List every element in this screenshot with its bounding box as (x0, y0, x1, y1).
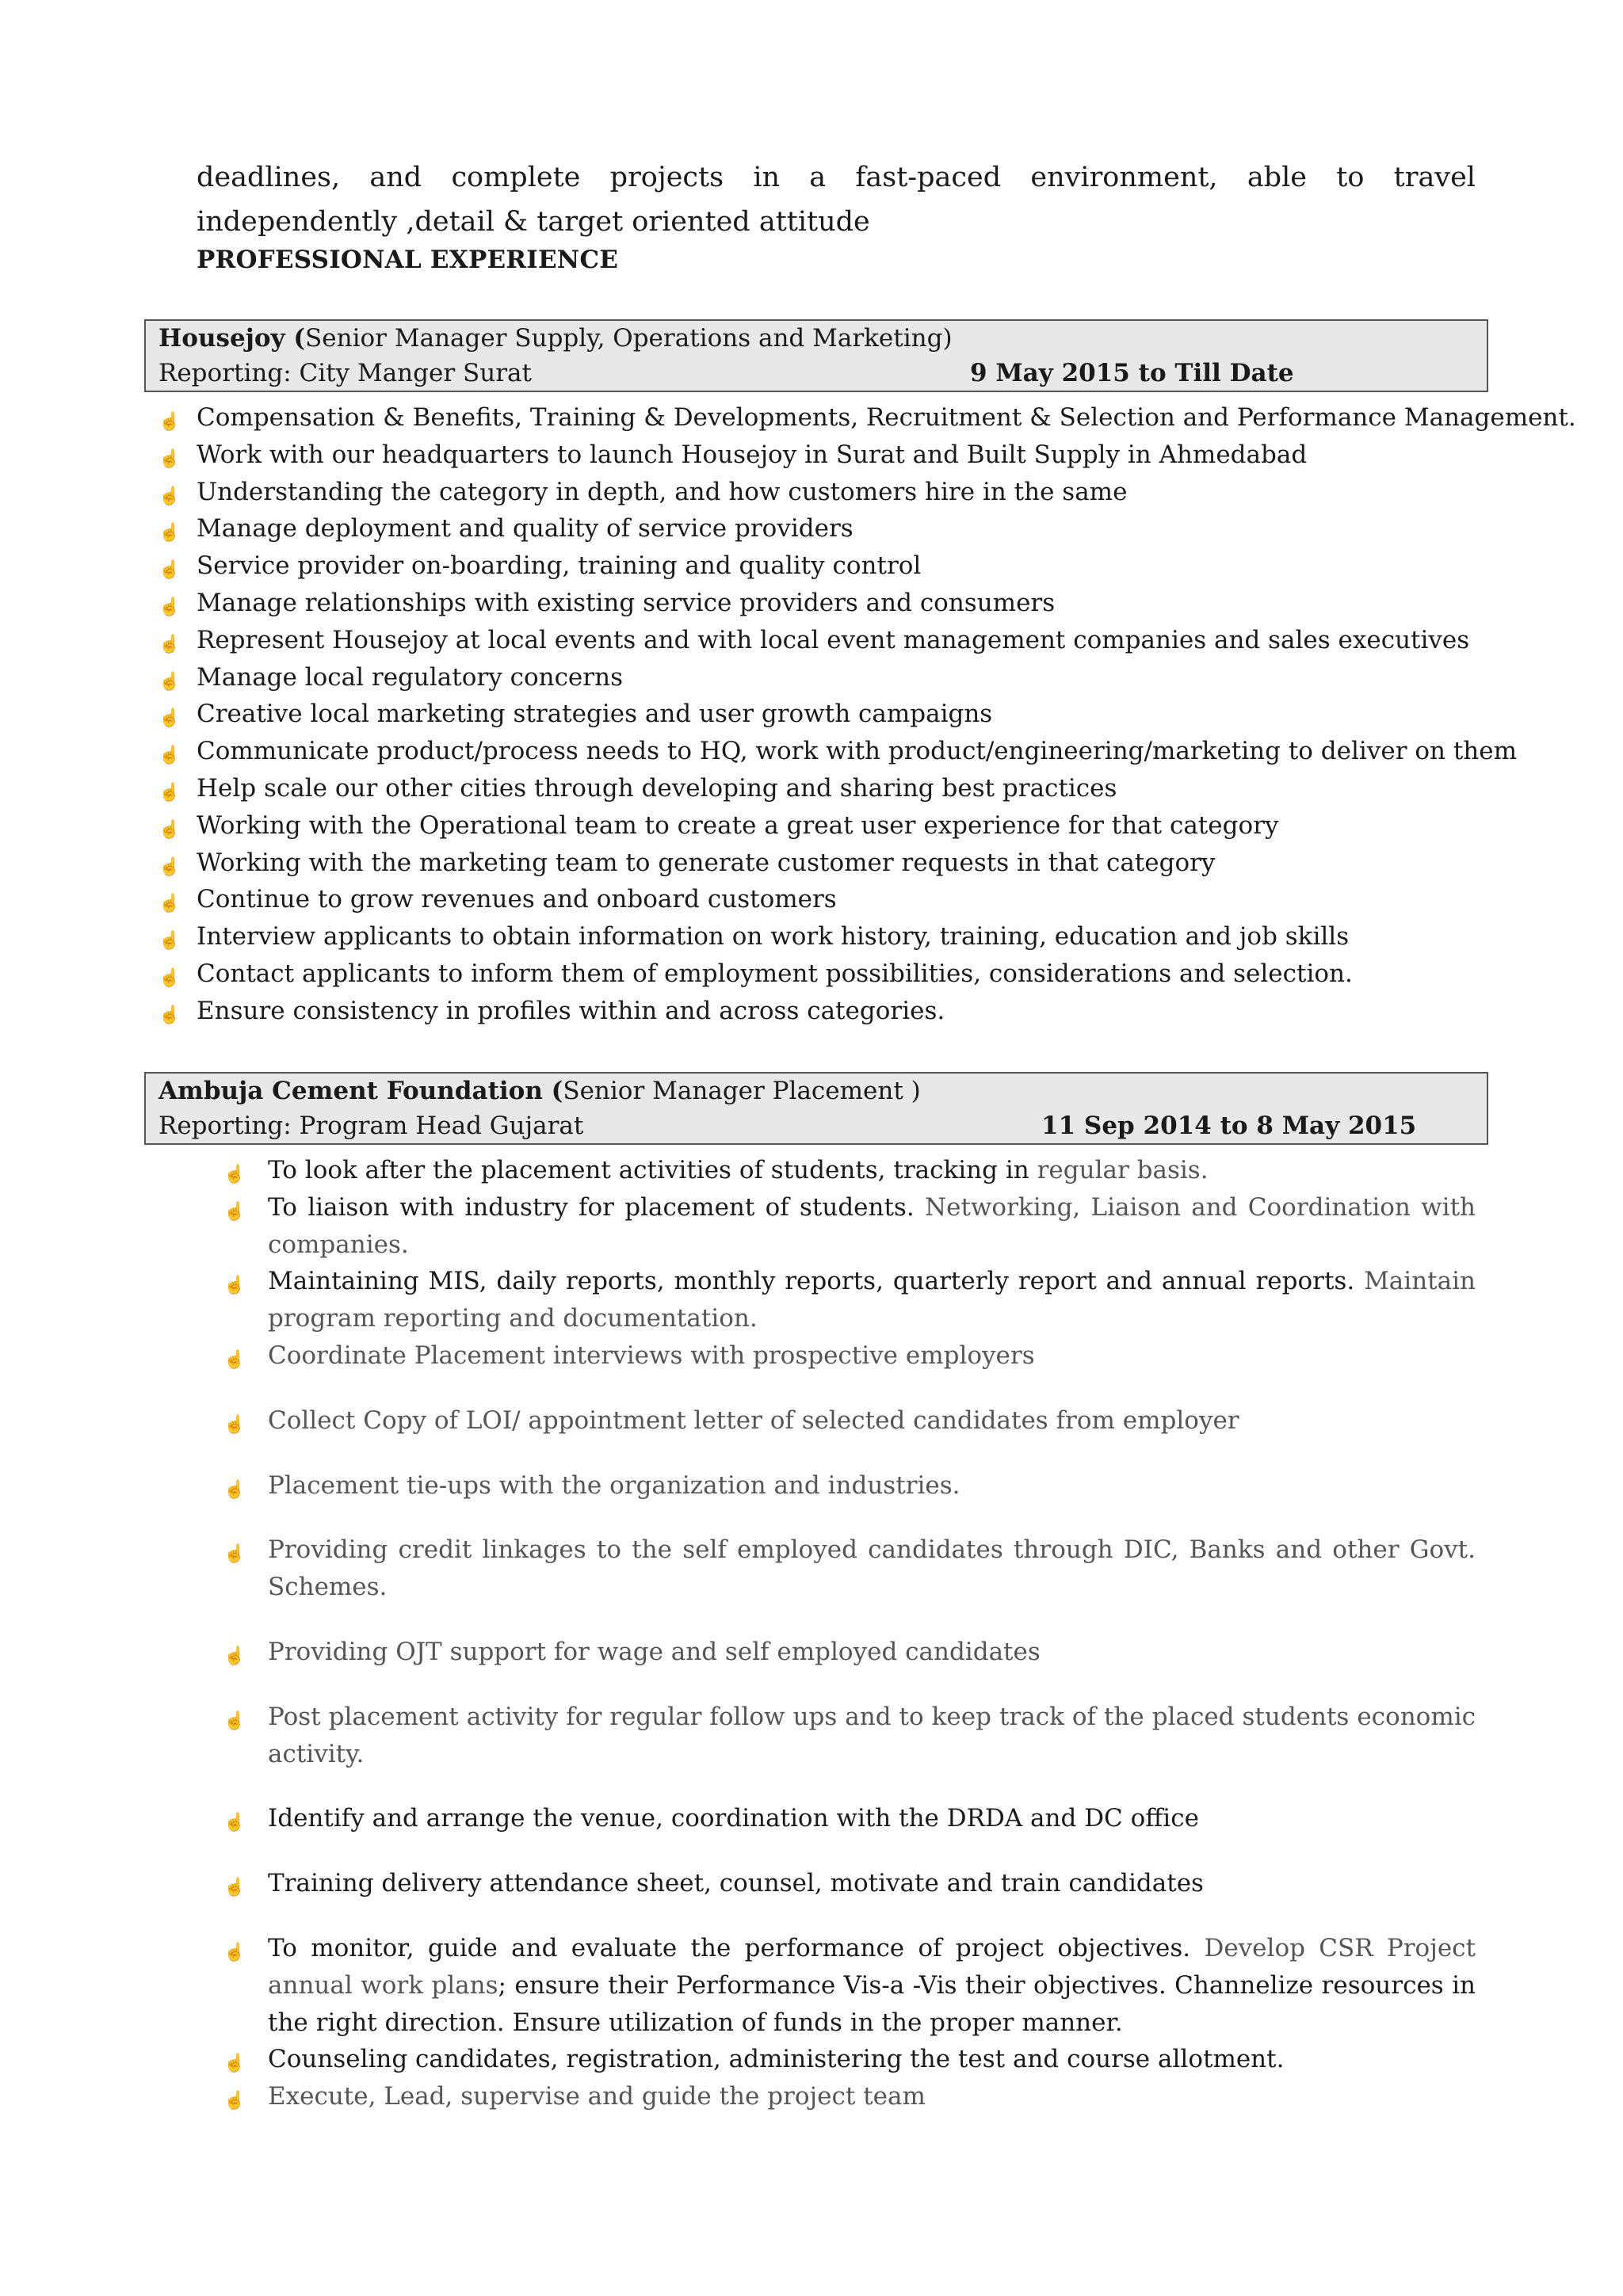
hand-pointer-icon: ☝ (223, 1479, 246, 1500)
list-item (158, 881, 1488, 918)
list-item (158, 807, 1488, 845)
hand-pointer-icon: ☝ (223, 1276, 246, 1296)
job-header-housejoy (144, 319, 1488, 392)
list-item-text: Identify and arrange the venue, coordination with the DRDA and DC office (268, 1804, 1199, 1833)
job-header-ambuja (144, 1072, 1488, 1145)
hand-pointer-icon: ☝ (158, 671, 181, 692)
list-item-text: Continue to grow revenues and onboard customers (197, 885, 837, 914)
hand-pointer-icon: ☝ (223, 1711, 246, 1731)
list-item-text: Communicate product/process needs to HQ, work with product/engineering/marketing to deliver on them (197, 737, 1518, 766)
list-item-text-muted: Providing credit linkages to the self employed candidates through DIC, Banks and other Govt. Schemes. (268, 1535, 1476, 1602)
list-item-text-muted: regular basis. (1037, 1156, 1209, 1184)
list-item-text: To look after the placement activities of students, tracking in (268, 1156, 1037, 1184)
list-item (223, 1337, 1476, 1375)
list-item (223, 1531, 1476, 1606)
list-item (223, 2041, 1476, 2078)
list-item (158, 955, 1488, 993)
job-title-row (158, 1077, 921, 1105)
list-item-text: Training delivery attendance sheet, counsel, motivate and train candidates (268, 1869, 1204, 1898)
list-item-text: Represent Housejoy at local events and with local event management companies and sales executives (197, 625, 1470, 654)
job-responsibilities-housejoy (158, 399, 1576, 1030)
hand-pointer-icon: ☝ (158, 412, 181, 432)
list-item-text-muted: Maintain program reporting and documentation. (268, 1267, 1476, 1333)
job-role: Senior Manager Placement ) (563, 1077, 921, 1105)
hand-pointer-icon: ☝ (158, 523, 181, 543)
list-item-text: Counseling candidates, registration, administering the test and course allotment. (268, 2045, 1285, 2074)
hand-pointer-icon: ☝ (158, 856, 181, 877)
hand-pointer-icon: ☝ (223, 1414, 246, 1435)
list-item (223, 1189, 1476, 1264)
hand-pointer-icon: ☝ (223, 2054, 246, 2074)
job-title-row (158, 324, 953, 353)
hand-pointer-icon: ☝ (158, 931, 181, 952)
hand-pointer-icon: ☝ (158, 634, 181, 654)
list-item-text: ; ensure their Performance Vis-a -Vis their objectives. Channelize resources in the right direction. Ensure utilization of funds in the proper manner. (268, 1970, 1476, 2037)
hand-pointer-icon: ☝ (158, 782, 181, 803)
list-item (158, 918, 1488, 955)
list-item-text: Ensure consistency in profiles within and across categories. (197, 996, 945, 1025)
hand-pointer-icon: ☝ (223, 1201, 246, 1222)
list-item-text-muted: Providing OJT support for wage and self employed candidates (268, 1637, 1041, 1666)
list-item-text-muted: Networking, Liaison and Coordination with companies. (268, 1192, 1476, 1259)
employment-dates: 9 May 2015 to Till Date (970, 359, 1294, 387)
list-item (158, 547, 1488, 585)
list-item-text-muted: Execute, Lead, supervise and guide the project team (268, 2082, 926, 2111)
list-item (158, 659, 1488, 696)
list-item-text: Creative local marketing strategies and user growth campaigns (197, 700, 993, 729)
list-item (223, 2078, 1476, 2115)
reporting-line: Reporting: City Manger Surat (158, 359, 532, 387)
hand-pointer-icon: ☝ (158, 894, 181, 914)
section-title-professional-experience: PROFESSIONAL EXPERIENCE (197, 246, 619, 274)
hand-pointer-icon: ☝ (158, 1005, 181, 1025)
list-item-text: To monitor, guide and evaluate the performance of project objectives. (268, 1933, 1205, 1962)
list-item-text-muted: Develop CSR Project annual work plans (268, 1933, 1476, 2000)
list-item (223, 1467, 1476, 1505)
hand-pointer-icon: ☝ (223, 1646, 246, 1666)
list-item (223, 1402, 1476, 1440)
list-item-text: Interview applicants to obtain information on work history, training, education and job skills (197, 922, 1350, 952)
list-item-text: Manage relationships with existing service providers and consumers (197, 588, 1056, 617)
list-item (158, 585, 1488, 622)
hand-pointer-icon: ☝ (158, 560, 181, 581)
list-item (158, 845, 1488, 882)
list-item (223, 1634, 1476, 1671)
list-item (158, 622, 1488, 659)
list-item (223, 1152, 1476, 1189)
list-item (158, 696, 1488, 733)
list-item (158, 437, 1488, 474)
company-name: Housejoy ( (158, 324, 306, 353)
hand-pointer-icon: ☝ (223, 1165, 246, 1184)
employment-dates: 11 Sep 2014 to 8 May 2015 (1041, 1112, 1417, 1140)
list-item (223, 1263, 1476, 1337)
list-item-text-muted: Coordinate Placement interviews with prospective employers (268, 1341, 1035, 1370)
hand-pointer-icon: ☝ (158, 819, 181, 840)
intro-line-2: independently ,detail & target oriented attitude (197, 206, 870, 238)
hand-pointer-icon: ☝ (223, 2091, 246, 2111)
list-item-text-muted: Collect Copy of LOI/ appointment letter of selected candidates from employer (268, 1405, 1239, 1435)
company-name: Ambuja Cement Foundation ( (158, 1077, 563, 1105)
intro-line-1: deadlines, and complete projects in a fast-paced environment, able to travel (197, 162, 1476, 193)
list-item-text: Help scale our other cities through developing and sharing best practices (197, 773, 1117, 803)
hand-pointer-icon: ☝ (158, 708, 181, 729)
hand-pointer-icon: ☝ (158, 597, 181, 617)
hand-pointer-icon: ☝ (223, 1813, 246, 1833)
list-item (158, 770, 1488, 807)
list-item-text: Compensation & Benefits, Training & Developments, Recruitment & Selection and Performance Management. (197, 403, 1576, 432)
list-item (158, 399, 1576, 437)
list-item (158, 733, 1518, 770)
intro-paragraph (197, 155, 1476, 244)
list-item-text: Contact applicants to inform them of employment possibilities, considerations and selection. (197, 959, 1353, 988)
list-item-text: To liaison with industry for placement of students. (268, 1192, 925, 1222)
list-item (158, 993, 1488, 1030)
hand-pointer-icon: ☝ (223, 1942, 246, 1962)
list-item-text-muted: Post placement activity for regular follow ups and to keep track of the placed students economic activity. (268, 1702, 1476, 1768)
list-item-text: Work with our headquarters to launch Housejoy in Surat and Built Supply in Ahmedabad (197, 440, 1308, 469)
list-item-text: Working with the marketing team to generate customer requests in that category (197, 848, 1216, 877)
hand-pointer-icon: ☝ (158, 486, 181, 506)
hand-pointer-icon: ☝ (223, 1544, 246, 1565)
reporting-line: Reporting: Program Head Gujarat (158, 1112, 584, 1140)
job-role: Senior Manager Supply, Operations and Marketing) (305, 324, 953, 353)
list-item-text: Manage deployment and quality of service providers (197, 514, 854, 543)
list-item (158, 474, 1488, 511)
list-item-text: Service provider on-boarding, training and quality control (197, 551, 922, 581)
list-item-text: Manage local regulatory concerns (197, 662, 623, 692)
list-item-text-muted: Placement tie-ups with the organization and industries. (268, 1470, 960, 1500)
list-item (223, 1930, 1476, 2041)
hand-pointer-icon: ☝ (158, 967, 181, 988)
job-responsibilities-ambuja (223, 1152, 1476, 2115)
list-item (158, 510, 1488, 547)
list-item (223, 1699, 1476, 1773)
list-item-text: Maintaining MIS, daily reports, monthly reports, quarterly report and annual reports. (268, 1267, 1365, 1296)
list-item-text: Understanding the category in depth, and how customers hire in the same (197, 477, 1128, 506)
list-item (223, 1865, 1476, 1902)
hand-pointer-icon: ☝ (158, 746, 181, 766)
hand-pointer-icon: ☝ (223, 1878, 246, 1898)
hand-pointer-icon: ☝ (158, 448, 181, 469)
list-item (223, 1800, 1476, 1837)
hand-pointer-icon: ☝ (223, 1349, 246, 1370)
list-item-text: Working with the Operational team to create a great user experience for that category (197, 810, 1279, 840)
